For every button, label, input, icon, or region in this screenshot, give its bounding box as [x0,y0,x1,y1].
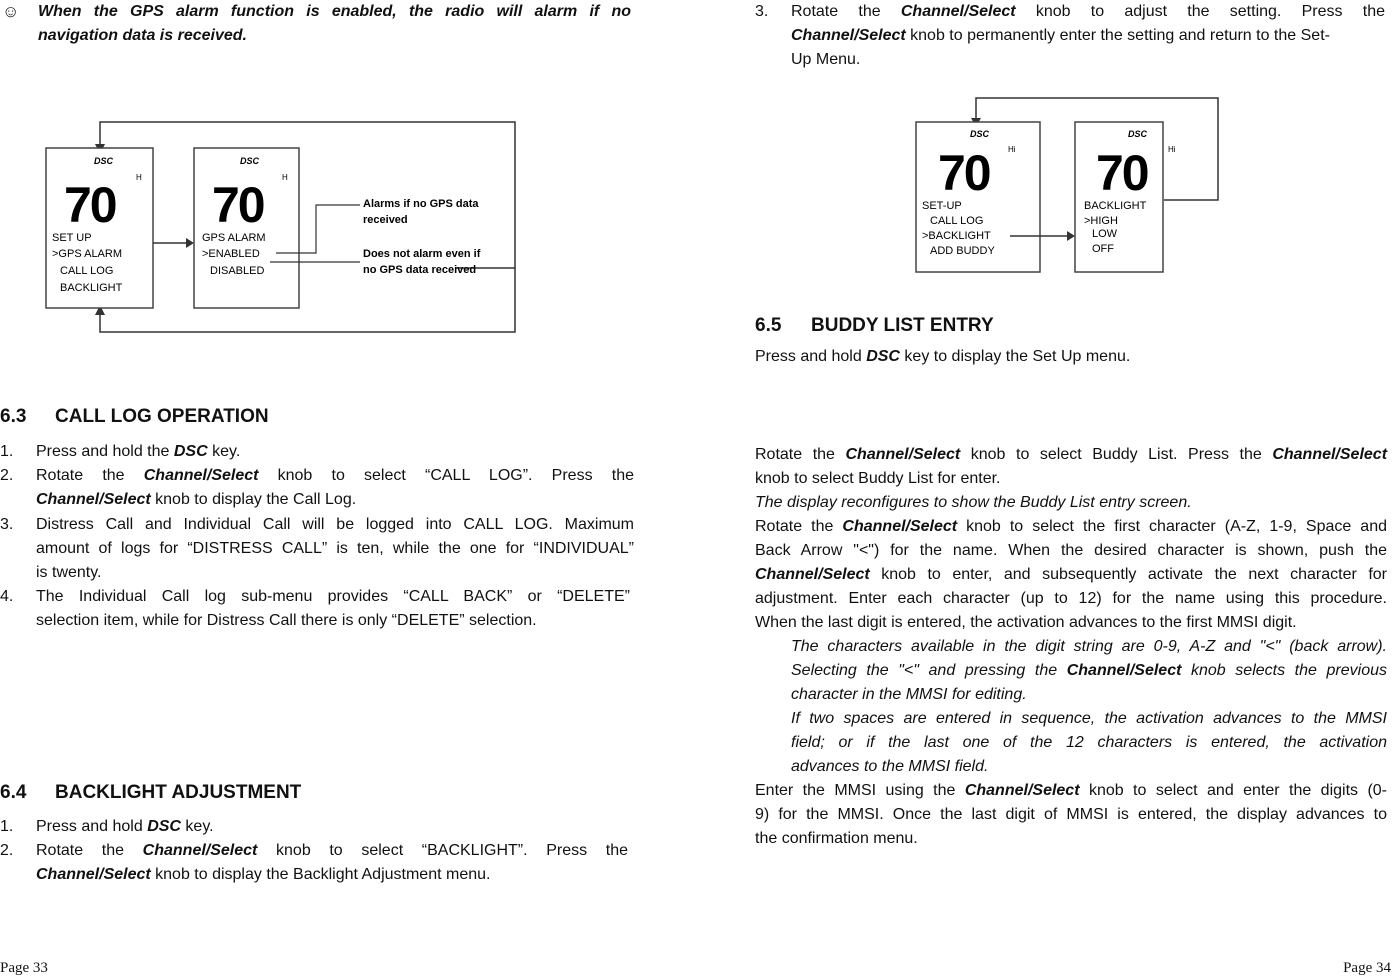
text: knob to select Buddy List. Press the [960,446,1273,463]
section-title: CALL LOG OPERATION [55,406,269,427]
s2-line: GPS ALARM [202,232,266,244]
text: Enter the MMSI using the [755,782,965,799]
list-number: 2. [0,842,14,859]
dsc-key: DSC [147,818,181,835]
s1-line: >BACKLIGHT [922,230,991,242]
buddy-intro [755,345,1393,369]
text: knob to select “BACKLIGHT”. Press the [257,842,628,859]
dsc-key: DSC [866,348,900,365]
text: The Individual Call log sub-menu provides “CALL BACK” or “DELETE” [36,588,630,605]
list-number: 4. [0,588,14,605]
s1-line: BACKLIGHT [60,282,123,294]
section-title: BACKLIGHT ADJUSTMENT [55,782,302,803]
text: knob to select “CALL LOG”. Press the [258,467,634,484]
list-item [36,815,636,839]
text: The display reconfigures to show the Buddy List entry screen. [755,494,1192,511]
list-number: 3. [755,3,769,20]
text: Rotate the [36,467,144,484]
note-line: navigation data is received. [38,27,247,44]
section-6-5-heading [755,315,994,337]
s1-hi: Hi [1008,145,1016,154]
list-number: 3. [0,516,14,533]
section-6-4-heading [0,782,302,804]
text: If two spaces are entered in sequence, the activation advances to the MMSI [791,710,1387,727]
s2-dsc: DSC [1128,129,1148,139]
knob-name: Channel/Select [964,782,1080,799]
text: knob to adjust the setting. Press the [1015,3,1385,20]
text: Back Arrow "<") for the name. When the desired character is shown, push the [755,542,1387,559]
text: knob to display the Backlight Adjustment menu. [150,866,491,883]
list-number: 1. [0,443,14,460]
s1-channel: 70 [64,177,116,233]
callout-2-line: Does not alarm even if [363,248,481,260]
note-icon-wrap [2,0,19,24]
section-number: 6.3 [0,406,27,427]
text: When the last digit is entered, the activation advances to the first MMSI digit. [755,614,1297,631]
note-line: When the GPS alarm function is enabled, the radio will alarm if no [38,3,631,20]
s1-line: ADD BUDDY [930,245,995,257]
s2-hi: Hi [1168,145,1176,154]
text: Rotate the [755,446,846,463]
text: the confirmation menu. [755,830,918,847]
knob-name: Channel/Select [36,491,151,508]
text: advances to the MMSI field. [791,758,989,775]
text: knob selects the previous [1181,662,1387,679]
text: is twenty. [36,564,102,581]
knob-name: Channel/Select [1066,662,1182,679]
text: 9) for the MMSI. Once the last digit of MMSI is entered, the display advances to [755,806,1387,823]
text: Press and hold [36,818,148,835]
text: knob to display the Call Log. [150,491,357,508]
text: knob to select the first character (A-Z, 1-9, Space and [957,518,1387,535]
s2-line: OFF [1092,243,1114,255]
s2-channel: 70 [212,177,264,233]
page-number-left: Page 33 [0,960,48,976]
text: character in the MMSI for editing. [791,686,1027,703]
text: knob to permanently enter the setting and return to the Set- [905,27,1330,44]
text: key. [180,818,214,835]
s2-line: BACKLIGHT [1084,200,1147,212]
s1-line: >GPS ALARM [52,248,123,260]
knob-name: Channel/Select [1272,446,1388,463]
s2-line: >HIGH [1084,215,1118,227]
gps-alarm-note [38,0,631,48]
step-3 [791,0,1385,72]
callout-1-line: Alarms if no GPS data [363,198,479,210]
s1-line: CALL LOG [930,215,984,227]
section-title: BUDDY LIST ENTRY [811,315,994,336]
text: key. [207,443,241,460]
callout-2-line: no GPS data received [363,264,477,276]
s2-line: >ENABLED [202,248,260,260]
s1-dsc: DSC [970,129,990,139]
text: Up Menu. [791,51,861,68]
list-item [36,839,628,887]
text: knob to select Buddy List for enter. [755,470,1001,487]
knob-name: Channel/Select [142,842,258,859]
knob-name: Channel/Select [842,518,958,535]
dsc-key: DSC [173,443,208,460]
knob-name: Channel/Select [845,446,961,463]
s1-line: CALL LOG [60,265,114,277]
text: selection item, while for Distress Call there is only “DELETE” selection. [36,612,537,629]
list-item [36,464,634,512]
text: Rotate the [755,518,843,535]
list-number: 2. [0,467,14,484]
s2-channel: 70 [1096,145,1148,201]
s2-line: LOW [1092,228,1118,240]
s1-hi: H [136,173,142,182]
knob-name: Channel/Select [791,27,906,44]
section-number: 6.5 [755,315,782,336]
s2-hi: H [282,173,288,182]
text: Press and hold [755,348,867,365]
knob-name: Channel/Select [36,866,151,883]
text: amount of logs for “DISTRESS CALL” is ten, while the one for “INDIVIDUAL” [36,540,634,557]
s1-dsc: DSC [94,156,114,166]
text: knob to select and enter the digits (0- [1079,782,1387,799]
s2-line: DISABLED [210,265,265,277]
text: Rotate the [791,3,901,20]
text: key to display the Set Up menu. [899,348,1131,365]
list-number: 1. [0,818,14,835]
callout-1-line: received [363,214,408,226]
text: field; or if the last one of the 12 characters is entered, the activation [791,734,1387,751]
text: knob to enter, and subsequently activate the next character for [869,566,1387,583]
s1-line: SET UP [52,232,92,244]
text: Rotate the [36,842,143,859]
gps-alarm-figure [40,110,520,340]
knob-name: Channel/Select [900,3,1016,20]
text: Selecting the "<" and pressing the [791,662,1067,679]
page-number-right: Page 34 [1343,960,1391,976]
s1-channel: 70 [938,145,990,201]
knob-name: Channel/Select [755,566,870,583]
list-item [36,513,634,585]
section-number: 6.4 [0,782,27,803]
buddy-body [755,443,1387,851]
text: Distress Call and Individual Call will be logged into CALL LOG. Maximum [36,516,634,533]
backlight-figure [910,92,1226,278]
text: The characters available in the digit string are 0-9, A-Z and "<" (back arrow). [791,638,1387,655]
section-6-3-heading [0,406,269,428]
s1-line: SET-UP [922,200,962,212]
list-item [36,440,636,464]
text: Press and hold the [36,443,174,460]
list-item [36,585,630,633]
text: adjustment. Enter each character (up to 12) for the name using this procedure. [755,590,1387,607]
knob-name: Channel/Select [143,467,259,484]
s2-dsc: DSC [240,156,260,166]
smiley-icon: ☺ [2,2,20,21]
